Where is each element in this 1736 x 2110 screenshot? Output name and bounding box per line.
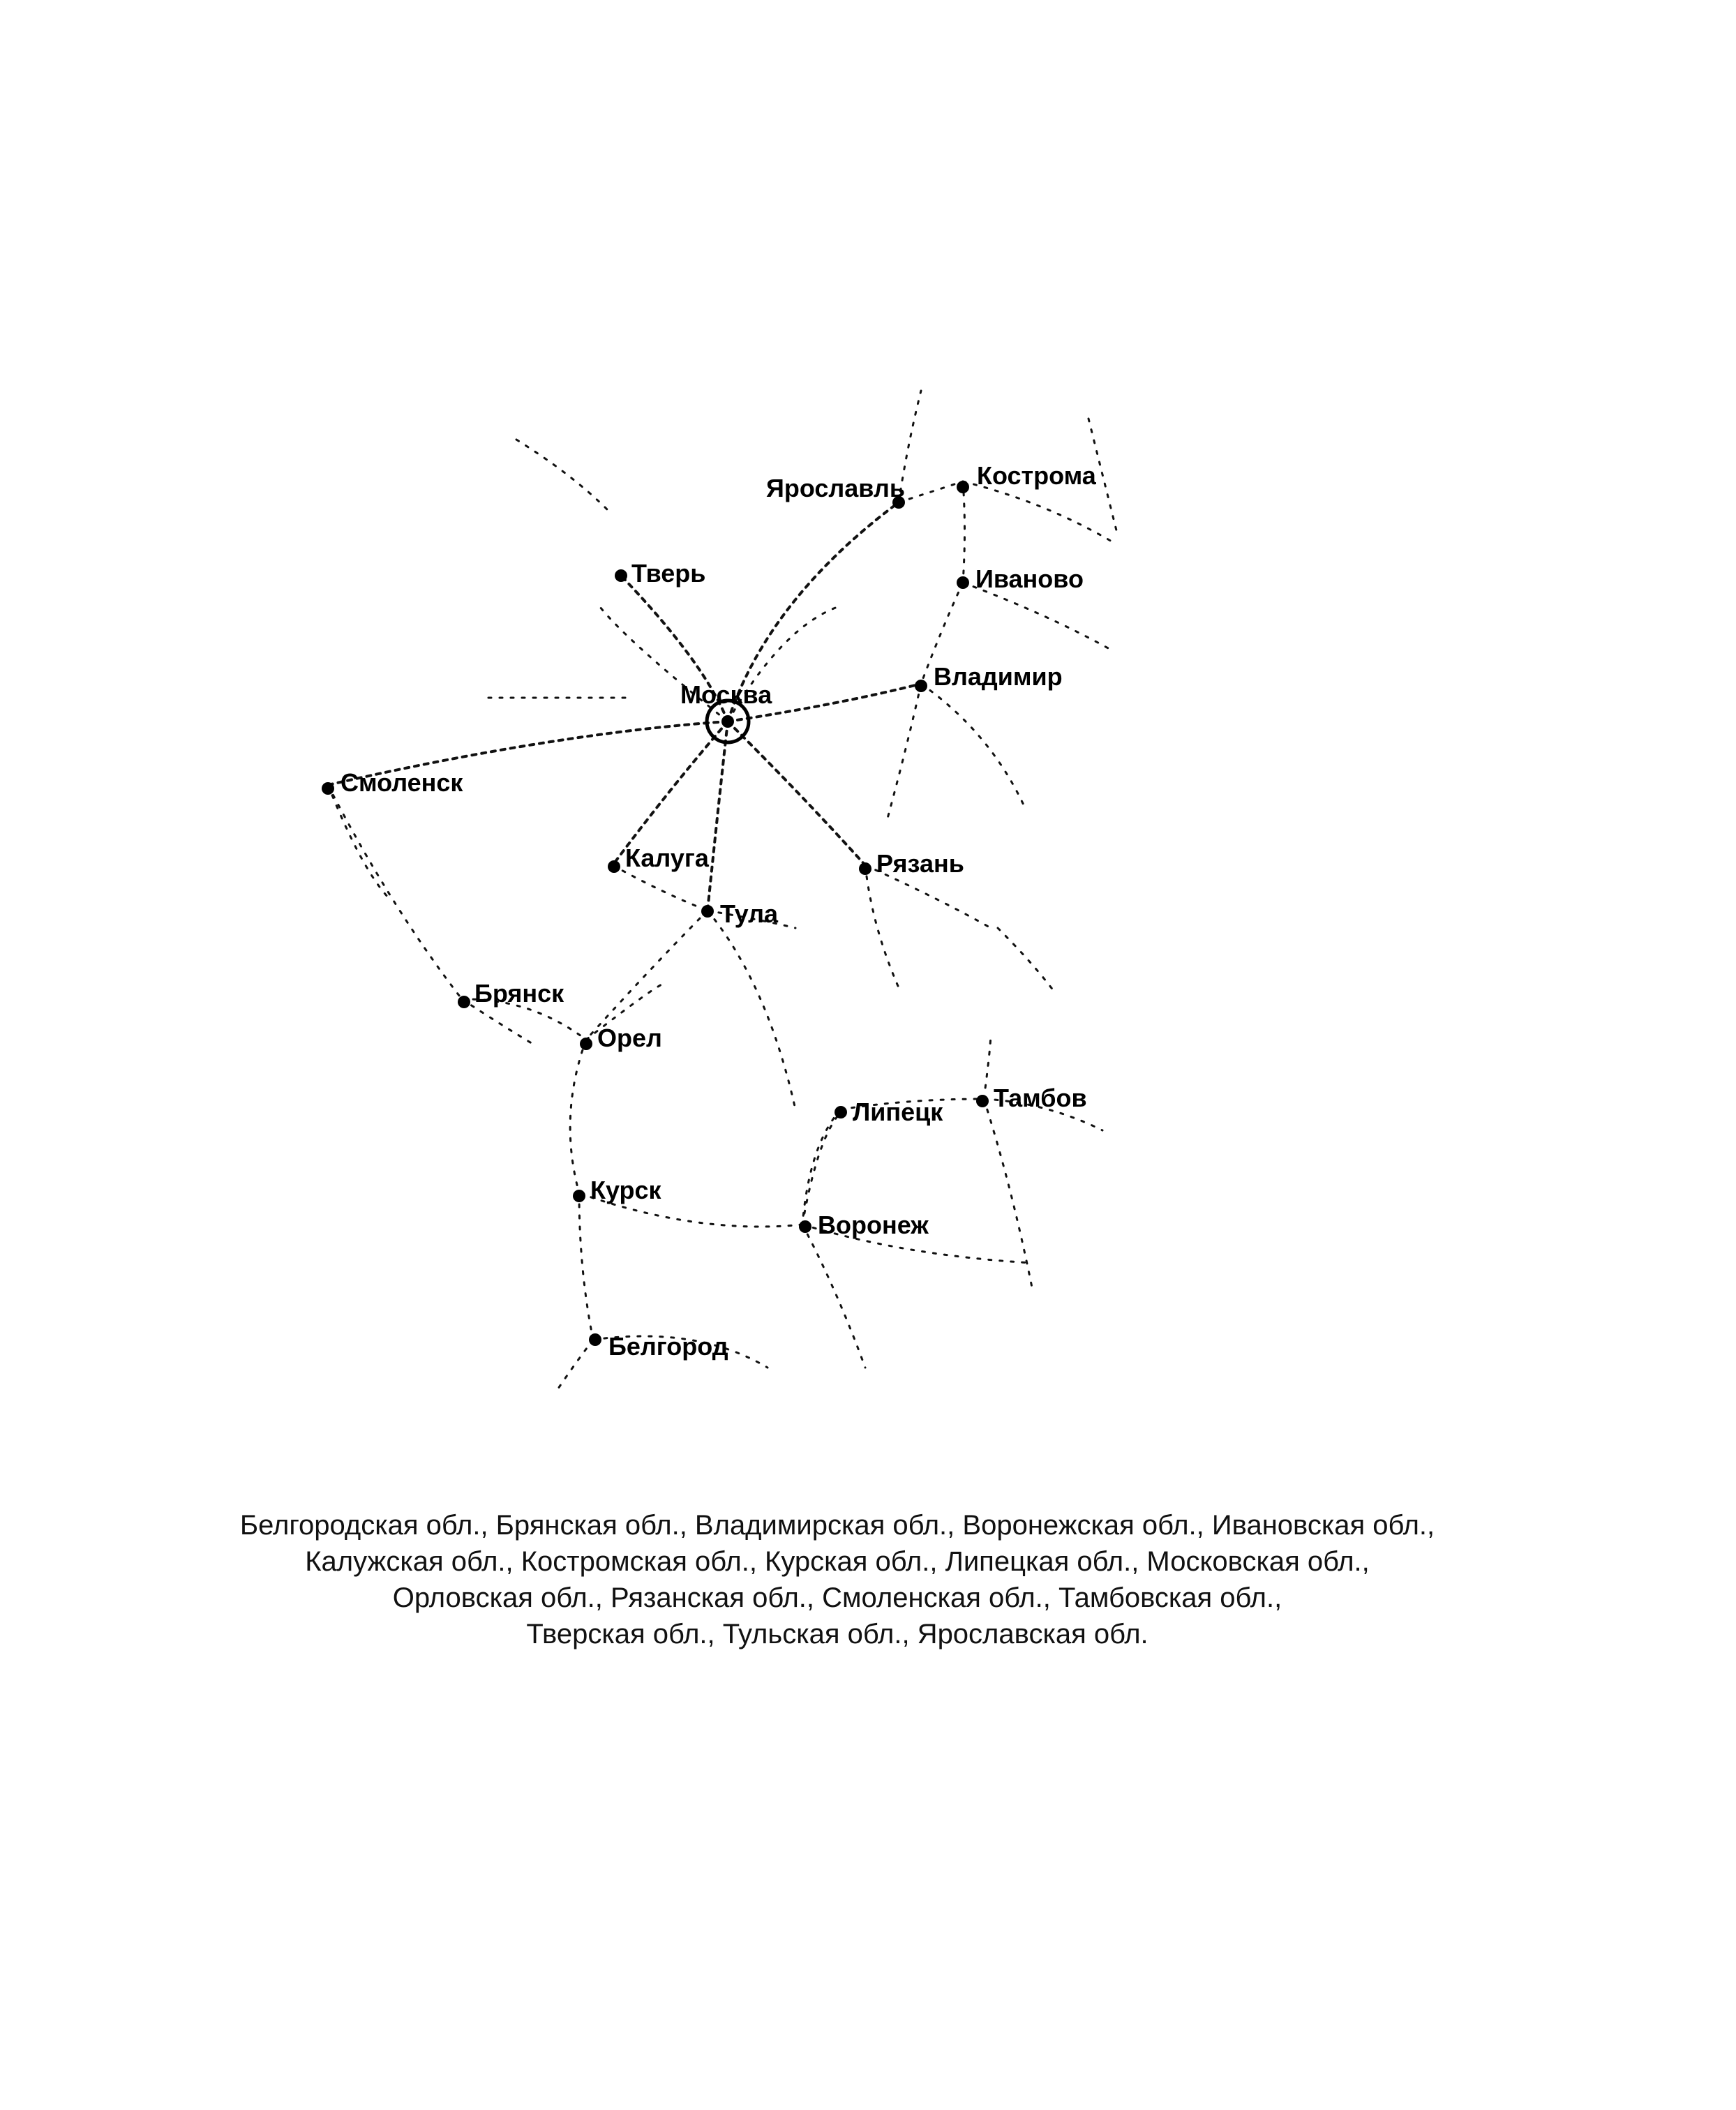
city-dot-icon: [835, 1106, 847, 1118]
city-moskva: [680, 680, 772, 728]
city-vladimir: [915, 662, 1063, 692]
city-label: Тамбов: [994, 1084, 1087, 1112]
road-network: [328, 391, 1116, 1389]
caption-line: Тверская обл., Тульская обл., Ярославская обл.: [526, 1619, 1148, 1649]
caption-line: Орловская обл., Рязанская обл., Смоленская обл., Тамбовская обл.,: [392, 1582, 1282, 1613]
city-tula: [701, 899, 779, 928]
city-label: Тверь: [631, 559, 706, 588]
city-label: Липецк: [853, 1098, 943, 1126]
city-label: Ярославль: [766, 474, 905, 502]
city-label: Белгород: [608, 1332, 728, 1361]
city-label: Москва: [680, 680, 772, 709]
city-dot-icon: [721, 715, 734, 728]
city-lipetsk: [835, 1098, 943, 1126]
city-kostroma: [957, 461, 1097, 493]
city-label: Курск: [590, 1176, 661, 1204]
city-label: Воронеж: [818, 1211, 929, 1239]
city-dot-icon: [458, 996, 470, 1008]
city-dot-icon: [580, 1038, 592, 1050]
city-label: Тула: [720, 899, 779, 928]
city-dot-icon: [573, 1190, 585, 1202]
city-label: Брянск: [474, 979, 564, 1008]
city-yaroslavl: [766, 474, 905, 509]
city-kaluga: [608, 844, 710, 873]
city-label: Рязань: [876, 849, 964, 878]
city-bryansk: [458, 979, 564, 1008]
city-dot-icon: [915, 680, 927, 692]
city-markers: [322, 461, 1097, 1361]
city-dot-icon: [589, 1333, 601, 1346]
city-tambov: [976, 1084, 1087, 1112]
caption-line: Калужская обл., Костромская обл., Курская обл., Липецкая обл., Московская обл.,: [305, 1546, 1370, 1577]
region-caption: [140, 1507, 1535, 1652]
city-label: Иваново: [975, 564, 1084, 593]
city-dot-icon: [957, 481, 969, 493]
city-dot-icon: [799, 1220, 811, 1233]
city-voronezh: [799, 1211, 929, 1239]
city-dot-icon: [608, 860, 620, 873]
city-dot-icon: [322, 782, 334, 795]
city-dot-icon: [976, 1095, 989, 1107]
city-label: Калуга: [625, 844, 709, 872]
caption-line: Белгородская обл., Брянская обл., Владимирская обл., Воронежская обл., Ивановская обл.,: [239, 1510, 1435, 1541]
city-ryazan: [859, 849, 964, 878]
city-dot-icon: [957, 576, 969, 589]
city-belgorod: [589, 1332, 728, 1361]
city-smolensk: [322, 768, 463, 797]
city-dot-icon: [615, 569, 627, 582]
city-ivanovo: [957, 564, 1084, 593]
city-dot-icon: [701, 905, 714, 918]
city-label: Орел: [597, 1024, 662, 1052]
city-label: Кострома: [977, 461, 1096, 490]
city-orel: [580, 1024, 662, 1052]
city-label: Смоленск: [341, 768, 463, 797]
city-label: Владимир: [934, 662, 1063, 691]
city-kursk: [573, 1176, 662, 1204]
city-dot-icon: [859, 862, 871, 875]
